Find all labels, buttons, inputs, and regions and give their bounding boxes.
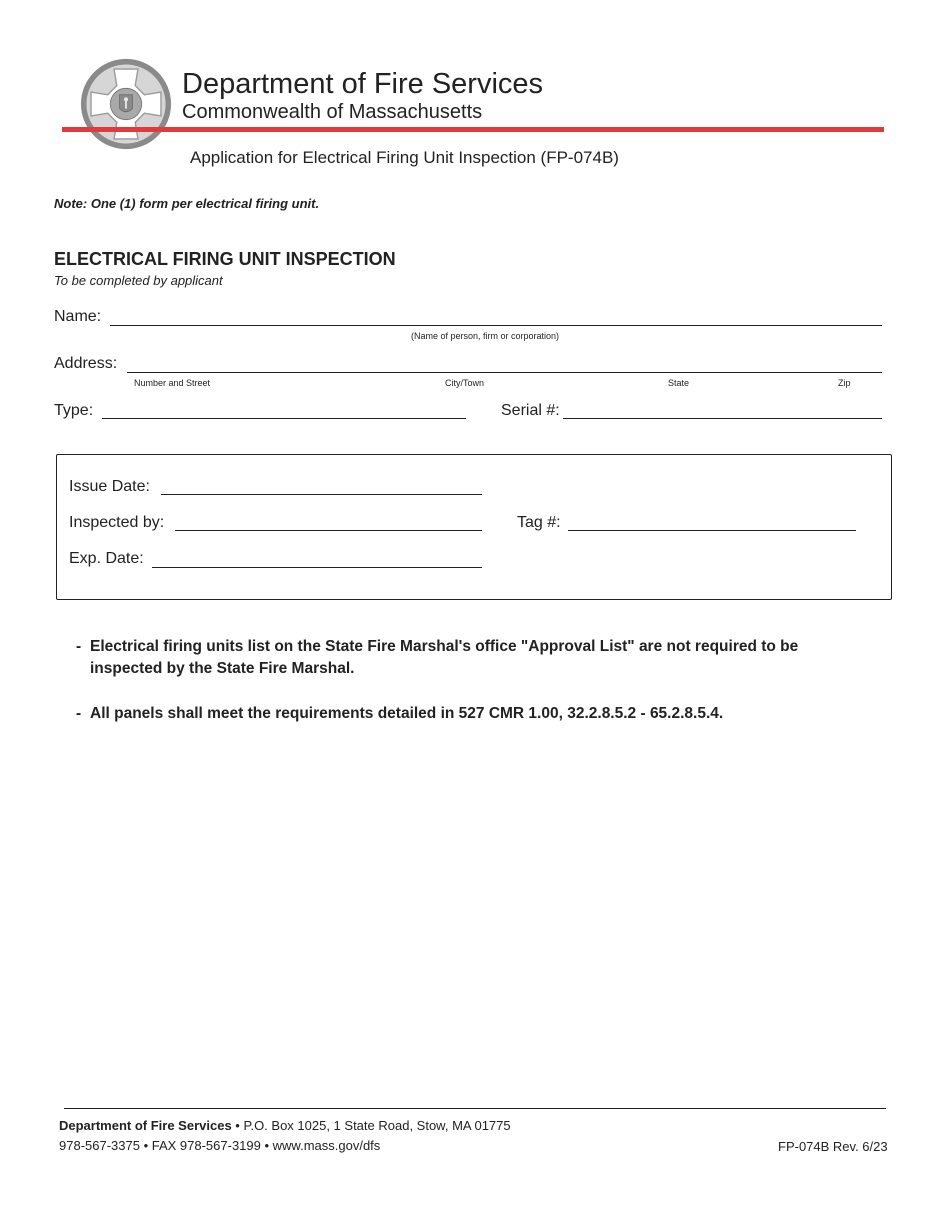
footer-contact: 978-567-3375 • FAX 978-567-3199 • www.mass.gov/dfs bbox=[59, 1138, 381, 1153]
footer-org: Department of Fire Services bbox=[59, 1118, 232, 1133]
address-caption-zip: Zip bbox=[838, 378, 851, 388]
issue-date-label: Issue Date: bbox=[69, 478, 150, 495]
inspection-record-box bbox=[56, 454, 892, 600]
footer-address bbox=[59, 1118, 511, 1133]
inspected-by-label: Inspected by: bbox=[69, 514, 165, 531]
note-2-text: All panels shall meet the requirements detailed in 527 CMR 1.00, 32.2.8.5.2 - 65.2.8.5.4. bbox=[90, 705, 724, 722]
section-subheading: To be completed by applicant bbox=[54, 273, 223, 288]
header-divider bbox=[62, 127, 884, 132]
org-subtitle: Commonwealth of Massachusetts bbox=[182, 101, 483, 123]
serial-field[interactable] bbox=[563, 418, 882, 419]
note-approval-list bbox=[76, 636, 876, 680]
org-name: Department of Fire Services bbox=[182, 68, 544, 100]
type-field[interactable] bbox=[102, 418, 466, 419]
footer-address-text: • P.O. Box 1025, 1 State Road, Stow, MA 01775 bbox=[231, 1118, 511, 1133]
address-label: Address: bbox=[54, 355, 118, 372]
issue-date-field[interactable] bbox=[161, 494, 482, 495]
inspected-by-field[interactable] bbox=[175, 530, 482, 531]
tag-label: Tag #: bbox=[517, 514, 561, 531]
address-caption-state: State bbox=[668, 378, 690, 388]
address-caption-street: Number and Street bbox=[134, 378, 211, 388]
serial-label: Serial #: bbox=[501, 402, 560, 419]
address-field[interactable] bbox=[127, 372, 882, 373]
form-title: Application for Electrical Firing Unit Inspection (FP-074B) bbox=[190, 148, 619, 167]
note-panel-requirements bbox=[76, 703, 876, 725]
name-caption: (Name of person, firm or corporation) bbox=[411, 331, 560, 341]
type-label: Type: bbox=[54, 402, 94, 419]
note-1-line-1: Electrical firing units list on the State Fire Marshal's office "Approval List" are not required to be bbox=[90, 638, 799, 655]
note-dash: - bbox=[76, 705, 82, 722]
name-label: Name: bbox=[54, 308, 102, 325]
name-field[interactable] bbox=[110, 325, 882, 326]
note-1-line-2: inspected by the State Fire Marshal. bbox=[90, 660, 355, 677]
exp-date-field[interactable] bbox=[152, 567, 482, 568]
form-note: Note: One (1) form per electrical firing unit. bbox=[54, 196, 320, 211]
footer-form-revision: FP-074B Rev. 6/23 bbox=[778, 1139, 888, 1154]
section-heading: ELECTRICAL FIRING UNIT INSPECTION bbox=[54, 249, 396, 269]
note-dash: - bbox=[76, 638, 82, 655]
footer-divider bbox=[64, 1108, 886, 1109]
tag-field[interactable] bbox=[568, 530, 856, 531]
dfs-logo-icon bbox=[80, 58, 172, 150]
exp-date-label: Exp. Date: bbox=[69, 550, 144, 567]
address-caption-city: City/Town bbox=[445, 378, 485, 388]
